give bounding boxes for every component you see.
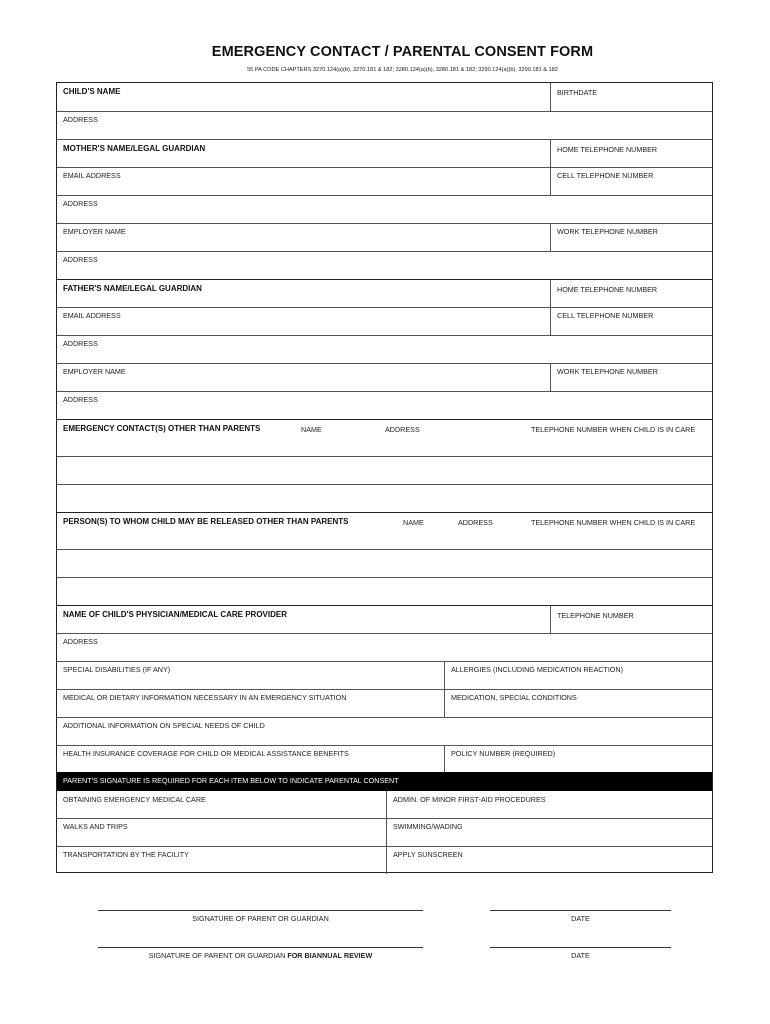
consent-header-bar xyxy=(57,772,712,791)
sunscreen-label: APPLY SUNSCREEN xyxy=(393,850,463,859)
release-persons-label: PERSON(S) TO WHOM CHILD MAY BE RELEASED OTHER THAN PARENTS xyxy=(63,517,349,526)
signature-biannual[interactable] xyxy=(98,947,423,963)
address-label: ADDRESS xyxy=(63,199,98,208)
divider xyxy=(386,791,387,818)
signature-line xyxy=(98,910,423,911)
disabilities-label: SPECIAL DISABILITIES (IF ANY) xyxy=(63,665,171,674)
home-phone-label: HOME TELEPHONE NUMBER xyxy=(557,145,658,154)
divider xyxy=(444,662,445,690)
father-name-label: FATHER'S NAME/LEGAL GUARDIAN xyxy=(63,284,202,293)
name-column-label: NAME xyxy=(301,425,322,434)
divider xyxy=(550,364,551,392)
email-label: EMAIL ADDRESS xyxy=(63,171,121,180)
insurance-row[interactable] xyxy=(57,745,712,773)
swimming-label: SWIMMING/WADING xyxy=(393,822,463,831)
consent-row-2[interactable] xyxy=(57,818,712,847)
biannual-date[interactable] xyxy=(490,947,671,963)
consent-row-1[interactable] xyxy=(57,791,712,818)
consent-form-table xyxy=(56,82,713,873)
mother-employer-address-row[interactable] xyxy=(57,251,712,280)
father-employer-address-row[interactable] xyxy=(57,391,712,420)
divider xyxy=(550,606,551,634)
childs-name-row[interactable] xyxy=(57,83,712,111)
walks-trips-label: WALKS AND TRIPS xyxy=(63,822,128,831)
child-address-row[interactable] xyxy=(57,111,712,140)
consent-header-label: PARENT'S SIGNATURE IS REQUIRED FOR EACH ITEM BELOW TO INDICATE PARENTAL CONSENT xyxy=(63,776,399,785)
mother-email-row[interactable] xyxy=(57,167,712,196)
cell-phone-label: CELL TELEPHONE NUMBER xyxy=(557,171,654,180)
divider xyxy=(444,746,445,773)
transportation-label: TRANSPORTATION BY THE FACILITY xyxy=(63,850,189,859)
address-label: ADDRESS xyxy=(63,395,98,404)
divider xyxy=(444,690,445,718)
email-label: EMAIL ADDRESS xyxy=(63,311,121,320)
childs-name-label: CHILD'S NAME xyxy=(63,87,121,96)
address-label: ADDRESS xyxy=(63,115,98,124)
signature-parent[interactable] xyxy=(98,910,423,926)
address-label: ADDRESS xyxy=(63,339,98,348)
date-line xyxy=(490,910,671,911)
divider xyxy=(386,847,387,874)
divider xyxy=(550,308,551,336)
address-column-label: ADDRESS xyxy=(385,425,420,434)
policy-number-label: POLICY NUMBER (REQUIRED) xyxy=(451,749,556,758)
consent-row-3[interactable] xyxy=(57,846,712,874)
emergency-care-label: OBTAINING EMERGENCY MEDICAL CARE xyxy=(63,795,206,804)
disabilities-row[interactable] xyxy=(57,661,712,690)
mother-name-row[interactable] xyxy=(57,139,712,168)
address-column-label: ADDRESS xyxy=(458,518,493,527)
emergency-contact-label: EMERGENCY CONTACT(S) OTHER THAN PARENTS xyxy=(63,424,261,433)
emergency-contact-row-3[interactable] xyxy=(57,484,712,513)
physician-label: NAME OF CHILD'S PHYSICIAN/MEDICAL CARE PROVIDER xyxy=(63,610,287,619)
medication-label: MEDICATION, SPECIAL CONDITIONS xyxy=(451,693,577,702)
home-phone-label: HOME TELEPHONE NUMBER xyxy=(557,285,658,294)
father-name-row[interactable] xyxy=(57,279,712,308)
release-person-row-2[interactable] xyxy=(57,549,712,578)
phone-in-care-label: TELEPHONE NUMBER WHEN CHILD IS IN CARE xyxy=(531,425,696,434)
work-phone-label: WORK TELEPHONE NUMBER xyxy=(557,227,658,236)
cell-phone-label: CELL TELEPHONE NUMBER xyxy=(557,311,654,320)
divider xyxy=(550,280,551,308)
divider xyxy=(550,140,551,168)
additional-info-row[interactable] xyxy=(57,717,712,746)
first-aid-label: ADMIN. OF MINOR FIRST-AID PROCEDURES xyxy=(393,795,546,804)
father-address-row[interactable] xyxy=(57,335,712,364)
name-column-label: NAME xyxy=(403,518,424,527)
medical-info-row[interactable] xyxy=(57,689,712,718)
insurance-label: HEALTH INSURANCE COVERAGE FOR CHILD OR MEDICAL ASSISTANCE BENEFITS xyxy=(63,749,349,758)
form-subtitle: 55 PA CODE CHAPTERS 3270.124(a)(b), 3270.181 & 182; 3280.124(a)(b), 3280.181 & 182; 3290.124(a)(b), 3290.181 & 182 xyxy=(247,67,558,73)
emergency-contact-row-1[interactable] xyxy=(57,419,712,457)
address-label: ADDRESS xyxy=(63,255,98,264)
mother-address-row[interactable] xyxy=(57,195,712,224)
divider xyxy=(386,819,387,847)
biannual-caption-bold: FOR BIANNUAL REVIEW xyxy=(287,951,373,960)
divider xyxy=(550,83,551,111)
date-caption: DATE xyxy=(571,951,590,960)
release-person-row-3[interactable] xyxy=(57,577,712,606)
signature-date[interactable] xyxy=(490,910,671,926)
additional-info-label: ADDITIONAL INFORMATION ON SPECIAL NEEDS OF CHILD xyxy=(63,721,265,730)
emergency-contact-row-2[interactable] xyxy=(57,456,712,485)
physician-phone-label: TELEPHONE NUMBER xyxy=(557,611,634,620)
father-employer-row[interactable] xyxy=(57,363,712,392)
employer-label: EMPLOYER NAME xyxy=(63,367,126,376)
work-phone-label: WORK TELEPHONE NUMBER xyxy=(557,367,658,376)
mother-employer-row[interactable] xyxy=(57,223,712,252)
mother-name-label: MOTHER'S NAME/LEGAL GUARDIAN xyxy=(63,144,206,153)
date-line xyxy=(490,947,671,948)
date-caption: DATE xyxy=(571,914,590,923)
form-title: EMERGENCY CONTACT / PARENTAL CONSENT FORM xyxy=(211,44,594,60)
release-person-row-1[interactable] xyxy=(57,512,712,550)
signature-line xyxy=(98,947,423,948)
address-label: ADDRESS xyxy=(63,637,98,646)
birthdate-label: BIRTHDATE xyxy=(557,88,598,97)
biannual-signature-caption xyxy=(98,951,423,960)
divider xyxy=(550,224,551,252)
employer-label: EMPLOYER NAME xyxy=(63,227,126,236)
father-email-row[interactable] xyxy=(57,307,712,336)
medical-info-label: MEDICAL OR DIETARY INFORMATION NECESSARY IN AN EMERGENCY SITUATION xyxy=(63,693,347,702)
divider xyxy=(550,168,551,196)
physician-row[interactable] xyxy=(57,605,712,634)
allergies-label: ALLERGIES (INCLUDING MEDICATION REACTION) xyxy=(451,665,623,674)
signature-caption: SIGNATURE OF PARENT OR GUARDIAN xyxy=(192,914,329,923)
phone-in-care-label: TELEPHONE NUMBER WHEN CHILD IS IN CARE xyxy=(531,518,696,527)
physician-address-row[interactable] xyxy=(57,633,712,662)
biannual-caption-prefix: SIGNATURE OF PARENT OR GUARDIAN xyxy=(148,951,288,960)
